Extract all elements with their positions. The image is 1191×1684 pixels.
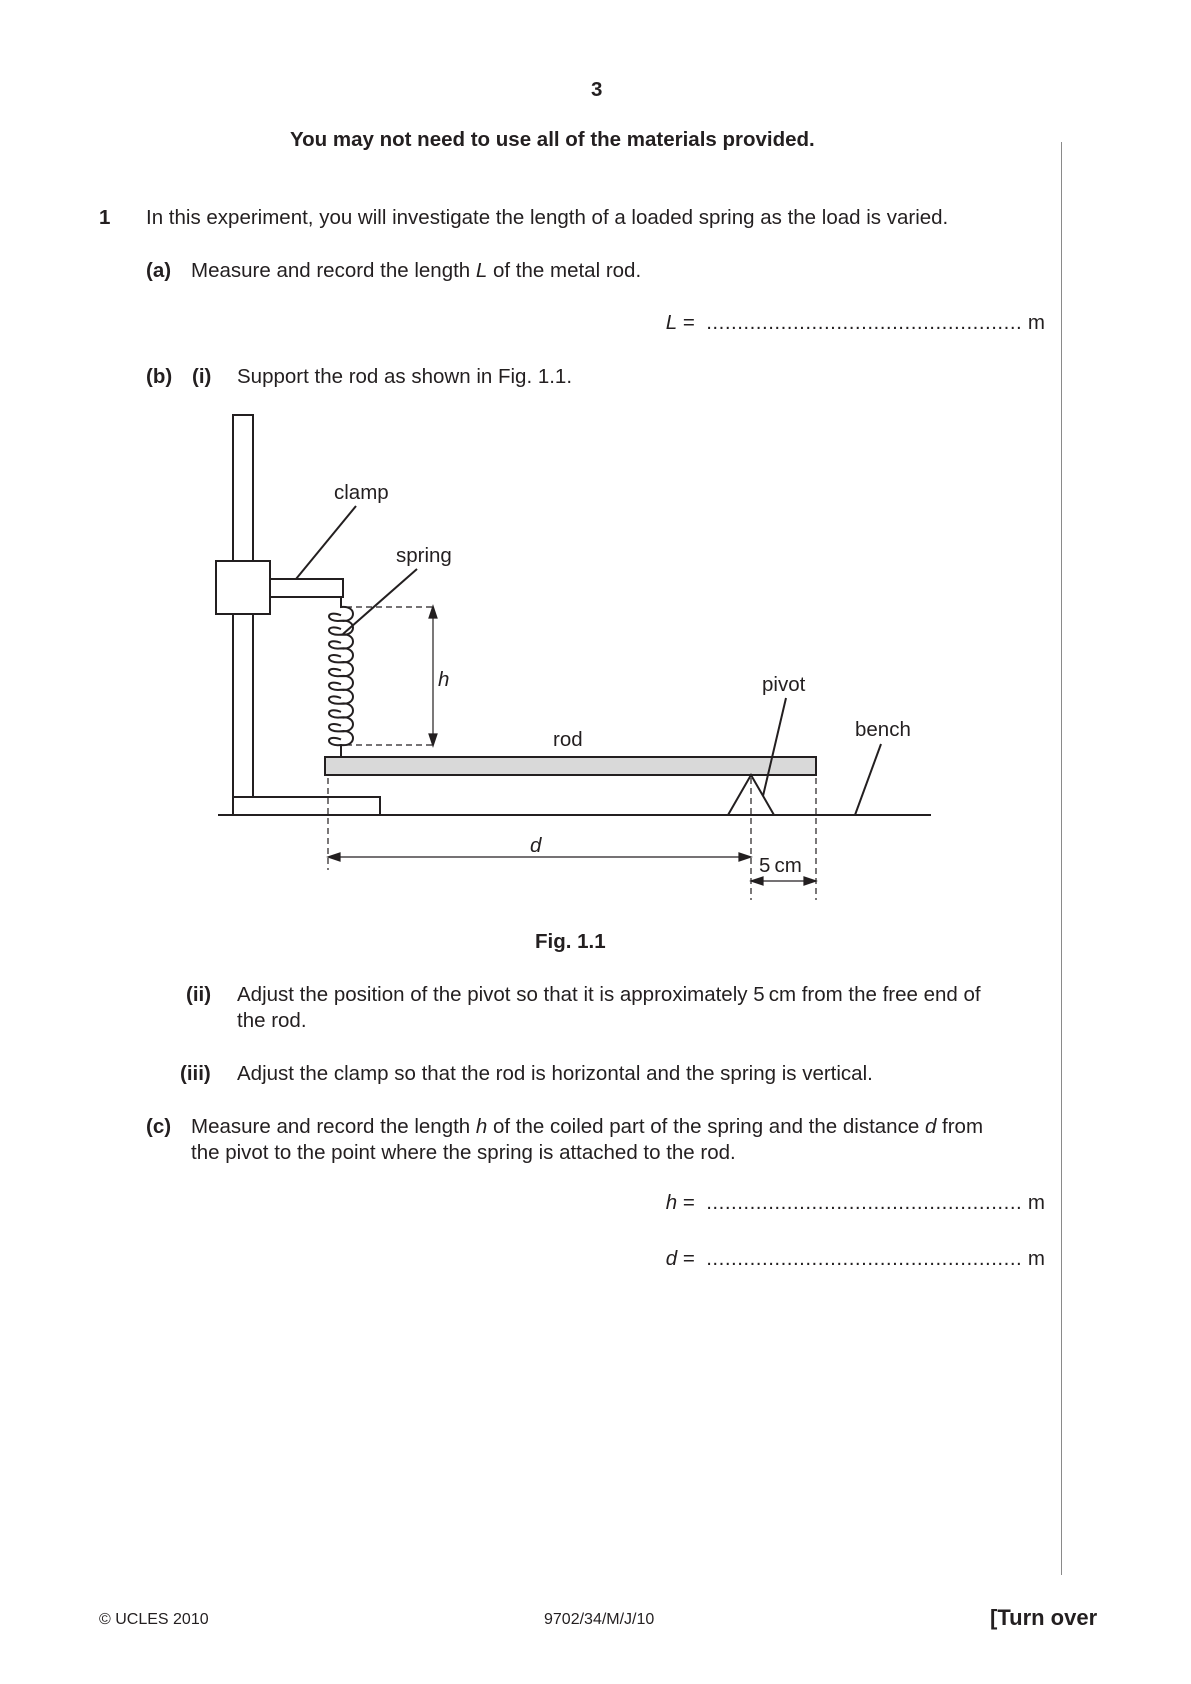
clamp-boss [216, 561, 270, 614]
part-c-line1-b: of the coiled part of the spring and the distance [487, 1115, 925, 1138]
pivot-leader [763, 698, 786, 796]
part-c-label: (c) [146, 1115, 172, 1138]
spring-leader [343, 569, 417, 634]
label-h: h [438, 668, 450, 691]
part-b-i-label: (i) [192, 365, 212, 388]
five-cm-arrow-right [804, 877, 816, 885]
label-d: d [530, 834, 542, 857]
part-b-i-text: Support the rod as shown in Fig. 1.1. [237, 365, 573, 388]
answer-line-h[interactable] [666, 1193, 1045, 1214]
part-b-iii-text: Adjust the clamp so that the rod is horizontal and the spring is vertical. [237, 1062, 873, 1085]
answer-d-var: d [665, 1247, 678, 1270]
part-c-line1 [191, 1117, 983, 1138]
part-b-ii-label: (ii) [186, 983, 212, 1006]
part-c-line1-c: from [936, 1115, 984, 1138]
rod [325, 757, 816, 775]
footer-turn-over: [Turn over [990, 1605, 1098, 1630]
page-number: 3 [591, 78, 603, 101]
answer-h-dots: ................................................... [706, 1191, 1023, 1214]
bench-leader [855, 744, 881, 815]
answer-L-eq: = [677, 311, 695, 334]
part-b-iii-label: (iii) [180, 1062, 211, 1085]
label-rod: rod [553, 728, 583, 751]
clamp-arm [270, 579, 343, 597]
stand-base [233, 797, 380, 815]
part-c-line1-a: Measure and record the length [191, 1115, 476, 1138]
d-arrow-right [739, 853, 751, 861]
part-b-label: (b) [146, 365, 173, 388]
label-clamp: clamp [334, 481, 389, 504]
answer-h-unit: m [1027, 1191, 1045, 1214]
part-a-var: L [475, 259, 488, 282]
answer-L-var: L [665, 311, 678, 334]
part-c-var-d: d [924, 1115, 937, 1138]
h-arrow-top [429, 606, 437, 618]
answer-d-eq: = [677, 1247, 695, 1270]
answer-d-dots: ................................................... [706, 1247, 1023, 1270]
d-arrow-left [328, 853, 340, 861]
spring-coil [329, 597, 353, 757]
part-b-ii-line2: the rod. [237, 1009, 307, 1032]
instruction-heading: You may not need to use all of the materials provided. [290, 128, 815, 151]
label-bench: bench [855, 718, 911, 741]
part-c-var-h: h [475, 1115, 488, 1138]
answer-d-unit: m [1027, 1247, 1045, 1270]
answer-L-unit: m [1027, 311, 1045, 334]
figure-caption: Fig. 1.1 [535, 930, 606, 953]
question-intro: In this experiment, you will investigate the length of a loaded spring as the load is varied. [146, 206, 949, 229]
part-c-line2: the pivot to the point where the spring is attached to the rod. [191, 1141, 736, 1164]
part-a-text-before: Measure and record the length [191, 259, 476, 282]
label-5cm: 5 cm [759, 854, 802, 877]
clamp-leader [296, 506, 356, 579]
part-a-label: (a) [146, 259, 172, 282]
answer-L-dots: ................................................... [706, 311, 1023, 334]
label-pivot: pivot [762, 673, 806, 696]
part-b-ii-line1: Adjust the position of the pivot so that it is approximately 5 cm from the free end of [237, 983, 981, 1006]
footer-copyright: © UCLES 2010 [99, 1611, 209, 1628]
answer-h-eq: = [677, 1191, 695, 1214]
footer-paper-code: 9702/34/M/J/10 [544, 1611, 655, 1628]
question-number: 1 [99, 206, 111, 229]
h-arrow-bottom [429, 734, 437, 746]
label-spring: spring [396, 544, 452, 567]
answer-h-var: h [665, 1191, 678, 1214]
part-a-text-after: of the metal rod. [487, 259, 642, 282]
five-cm-arrow-left [751, 877, 763, 885]
answer-line-d[interactable] [666, 1249, 1045, 1270]
